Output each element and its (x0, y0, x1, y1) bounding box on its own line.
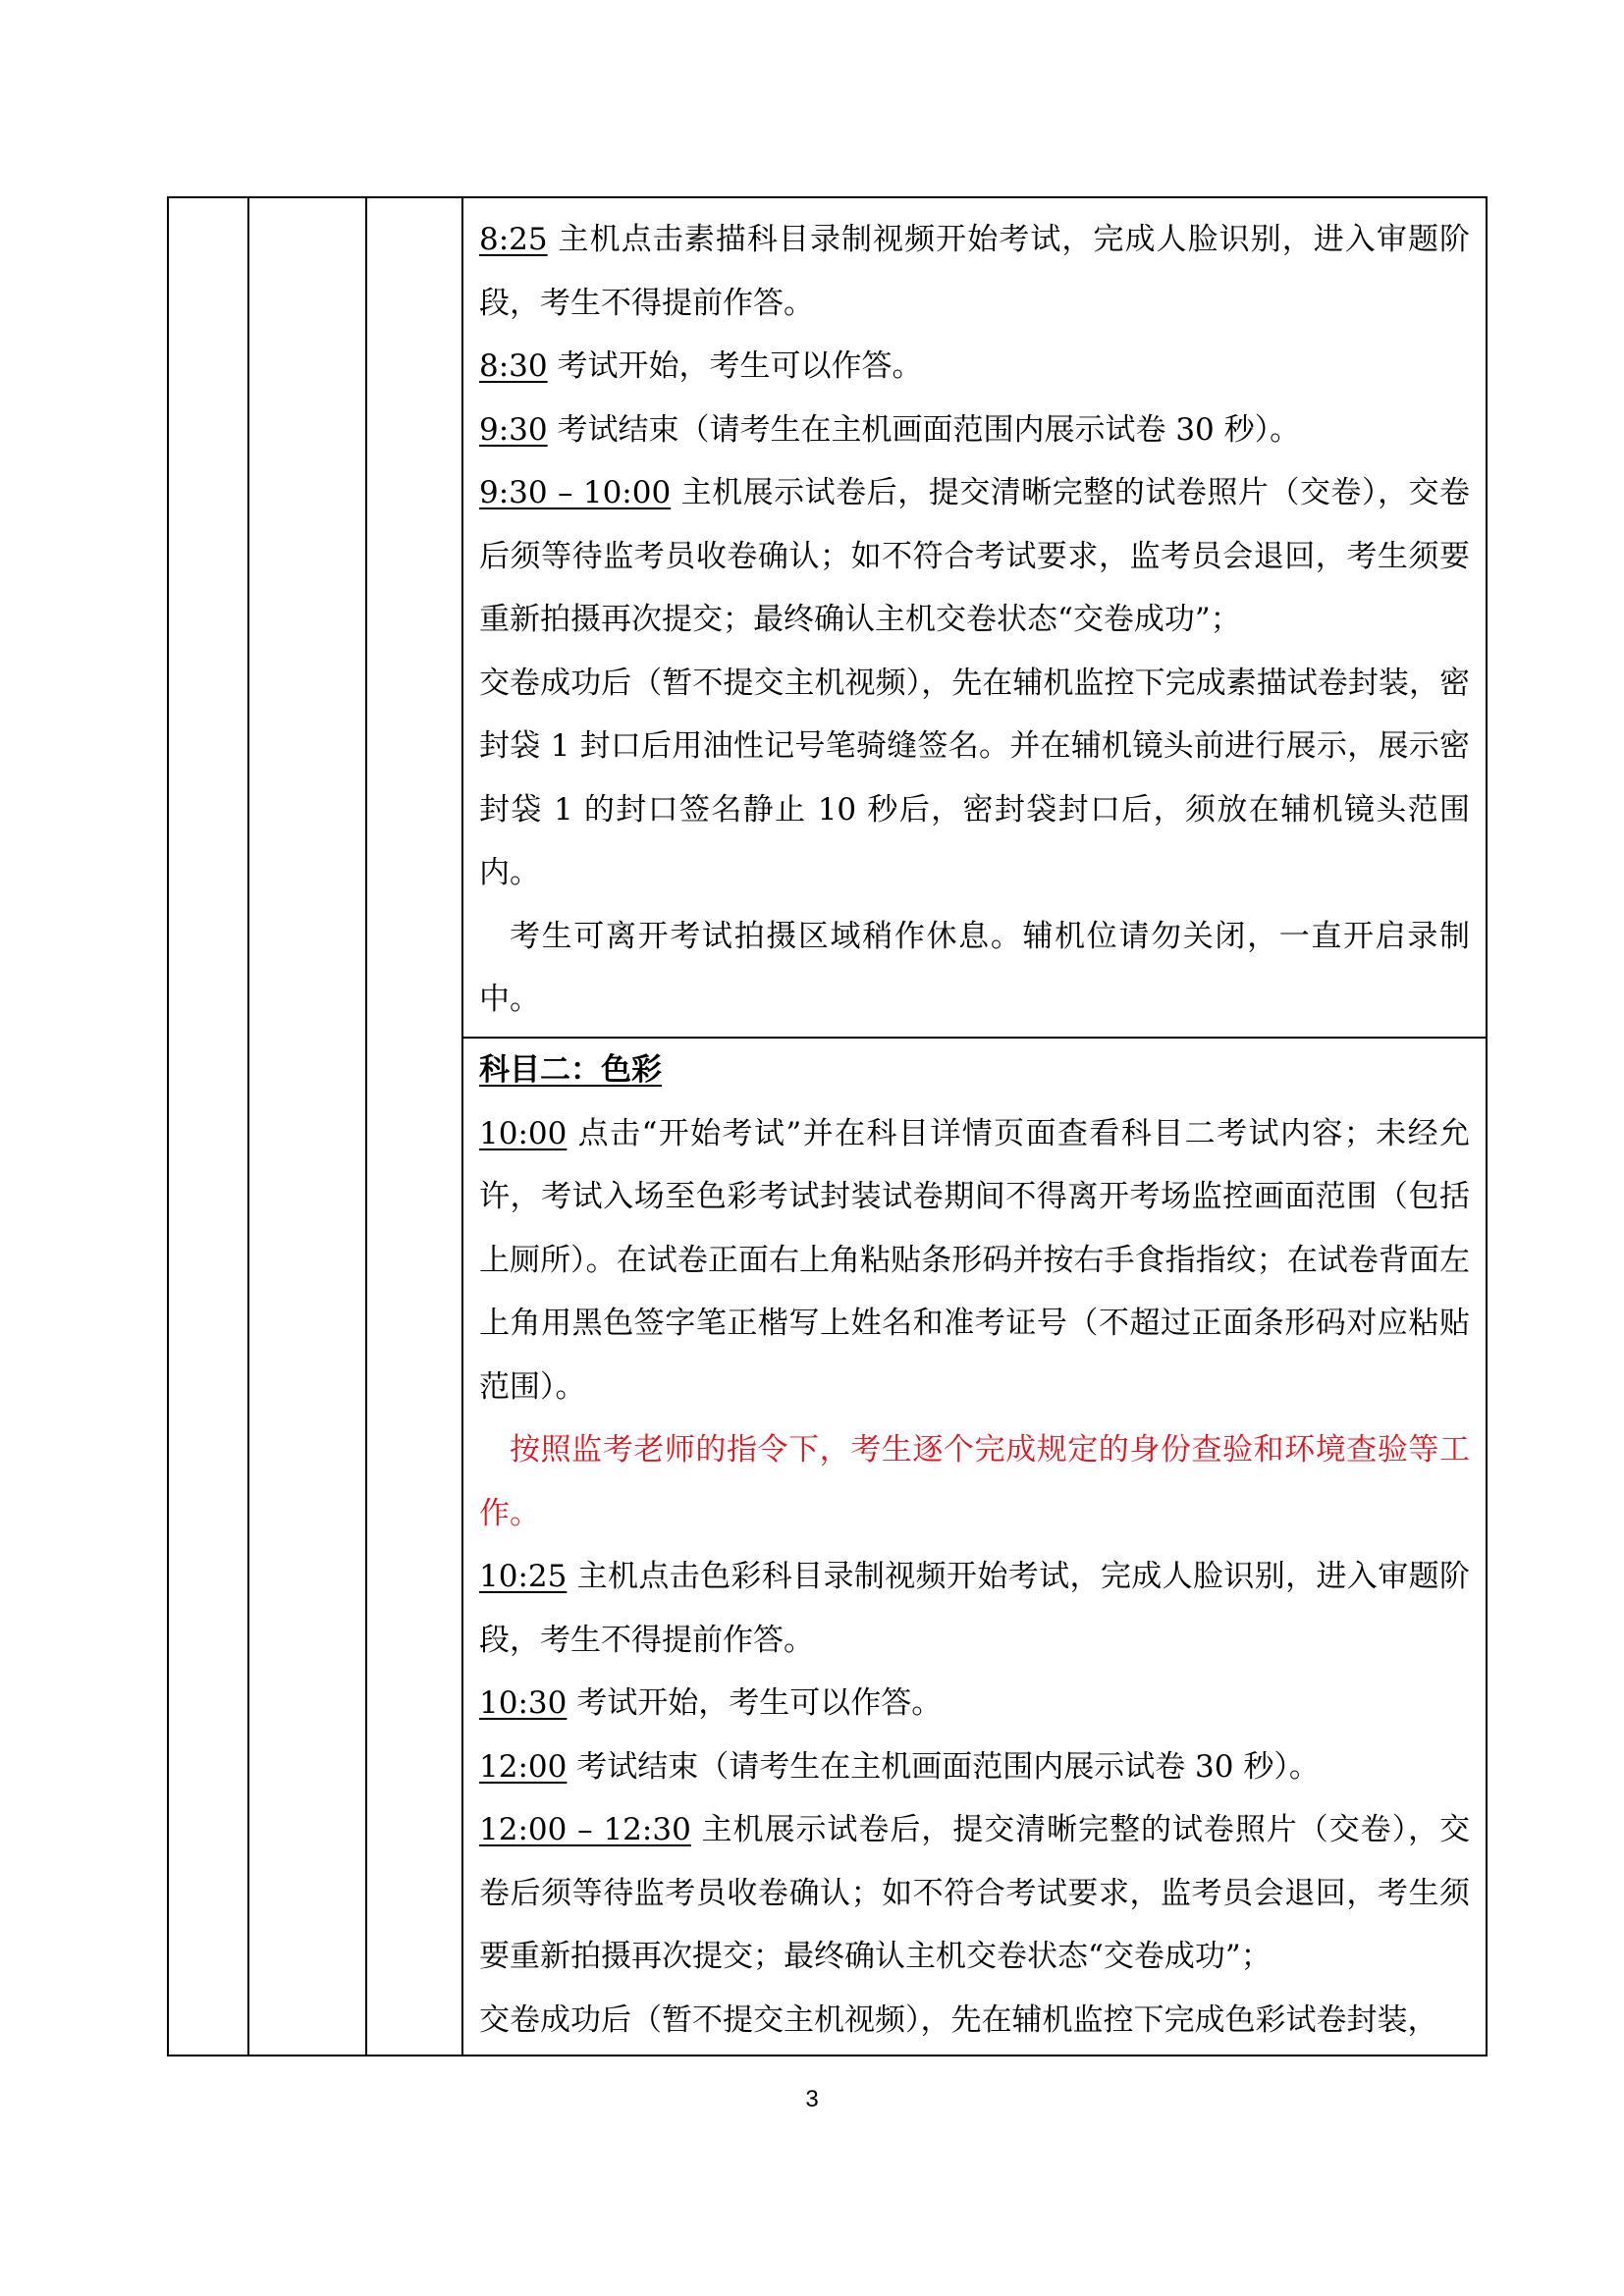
time-label: 10:25 (479, 1559, 568, 1594)
time-label: 9:30 – 10:00 (479, 475, 672, 510)
time-label: 8:25 (479, 222, 548, 257)
paragraph: 交卷成功后（暂不提交主机视频），先在辅机监控下完成色彩试卷封装， (479, 2002, 1438, 2038)
schedule-entry: 10:30 考试开始，考生可以作答。 (479, 1685, 943, 1721)
schedule-table (167, 196, 1488, 2056)
time-label: 10:30 (479, 1685, 568, 1721)
schedule-entry: 9:30 – 10:00 主机展示试卷后，提交清晰完整的试卷照片（交卷），交卷后须等待监考员收卷确认；如不符合考试要求，监考员会退回，考生须要重新拍摄再次提交；最终确认主机交卷状态“交卷成功”； (479, 475, 1470, 637)
time-label: 10:00 (479, 1115, 568, 1151)
schedule-entry: 9:30 考试结束（请考生在主机画面范围内展示试卷 30 秒）。 (479, 411, 1301, 448)
time-label: 8:30 (479, 348, 548, 384)
schedule-entry: 12:00 – 12:30 主机展示试卷后，提交清晰完整的试卷照片（交卷），交卷后须等待监考员收卷确认；如不符合考试要求，监考员会退回，考生须要重新拍摄再次提交；最终确认主机交卷状态“交卷成功”； (479, 1812, 1470, 1974)
red-notice: 按照监考老师的指令下，考生逐个完成规定的身份查验和环境查验等工作。 (479, 1432, 1470, 1531)
time-label: 9:30 (479, 411, 548, 448)
schedule-entry: 12:00 考试结束（请考生在主机画面范围内展示试卷 30 秒）。 (479, 1748, 1320, 1785)
color-exam-cell (463, 1039, 1486, 2052)
column-divider (365, 198, 367, 2055)
section-heading: 科目二：色彩 (479, 1052, 662, 1088)
time-label: 12:00 – 12:30 (479, 1812, 691, 1847)
schedule-entry: 8:30 考试开始，考生可以作答。 (479, 348, 923, 384)
schedule-entry: 10:00 点击“开始考试”并在科目详情页面查看科目二考试内容；未经允许，考试入场至色彩考试封装试卷期间不得离开考场监控画面范围（包括上厕所）。在试卷正面右上角粘贴条形码并按右手食指指纹；在试卷背面左上角用黑色签字笔正楷写上姓名和准考证号（不超过正面条形码对应粘贴范围）。 (479, 1115, 1470, 1405)
column-divider (247, 198, 249, 2055)
schedule-entry: 8:25 主机点击素描科目录制视频开始考试，完成人脸识别，进入审题阶段，考生不得提前作答。 (479, 222, 1470, 321)
schedule-entry: 10:25 主机点击色彩科目录制视频开始考试，完成人脸识别，进入审题阶段，考生不得提前作答。 (479, 1559, 1470, 1658)
paragraph: 考生可离开考试拍摄区域稍作休息。辅机位请勿关闭，一直开启录制中。 (479, 918, 1470, 1017)
page-number: 3 (805, 2086, 819, 2112)
time-label: 12:00 (479, 1748, 568, 1785)
paragraph: 交卷成功后（暂不提交主机视频），先在辅机监控下完成素描试卷封装，密封袋 1 封口后用油性记号笔骑缝签名。并在辅机镜头前进行展示，展示密封袋 1 的封口签名静止 10 秒后，密封袋封口后，须放在辅机镜头范围内。 (479, 665, 1470, 890)
sketch-exam-cell (463, 208, 1486, 1032)
